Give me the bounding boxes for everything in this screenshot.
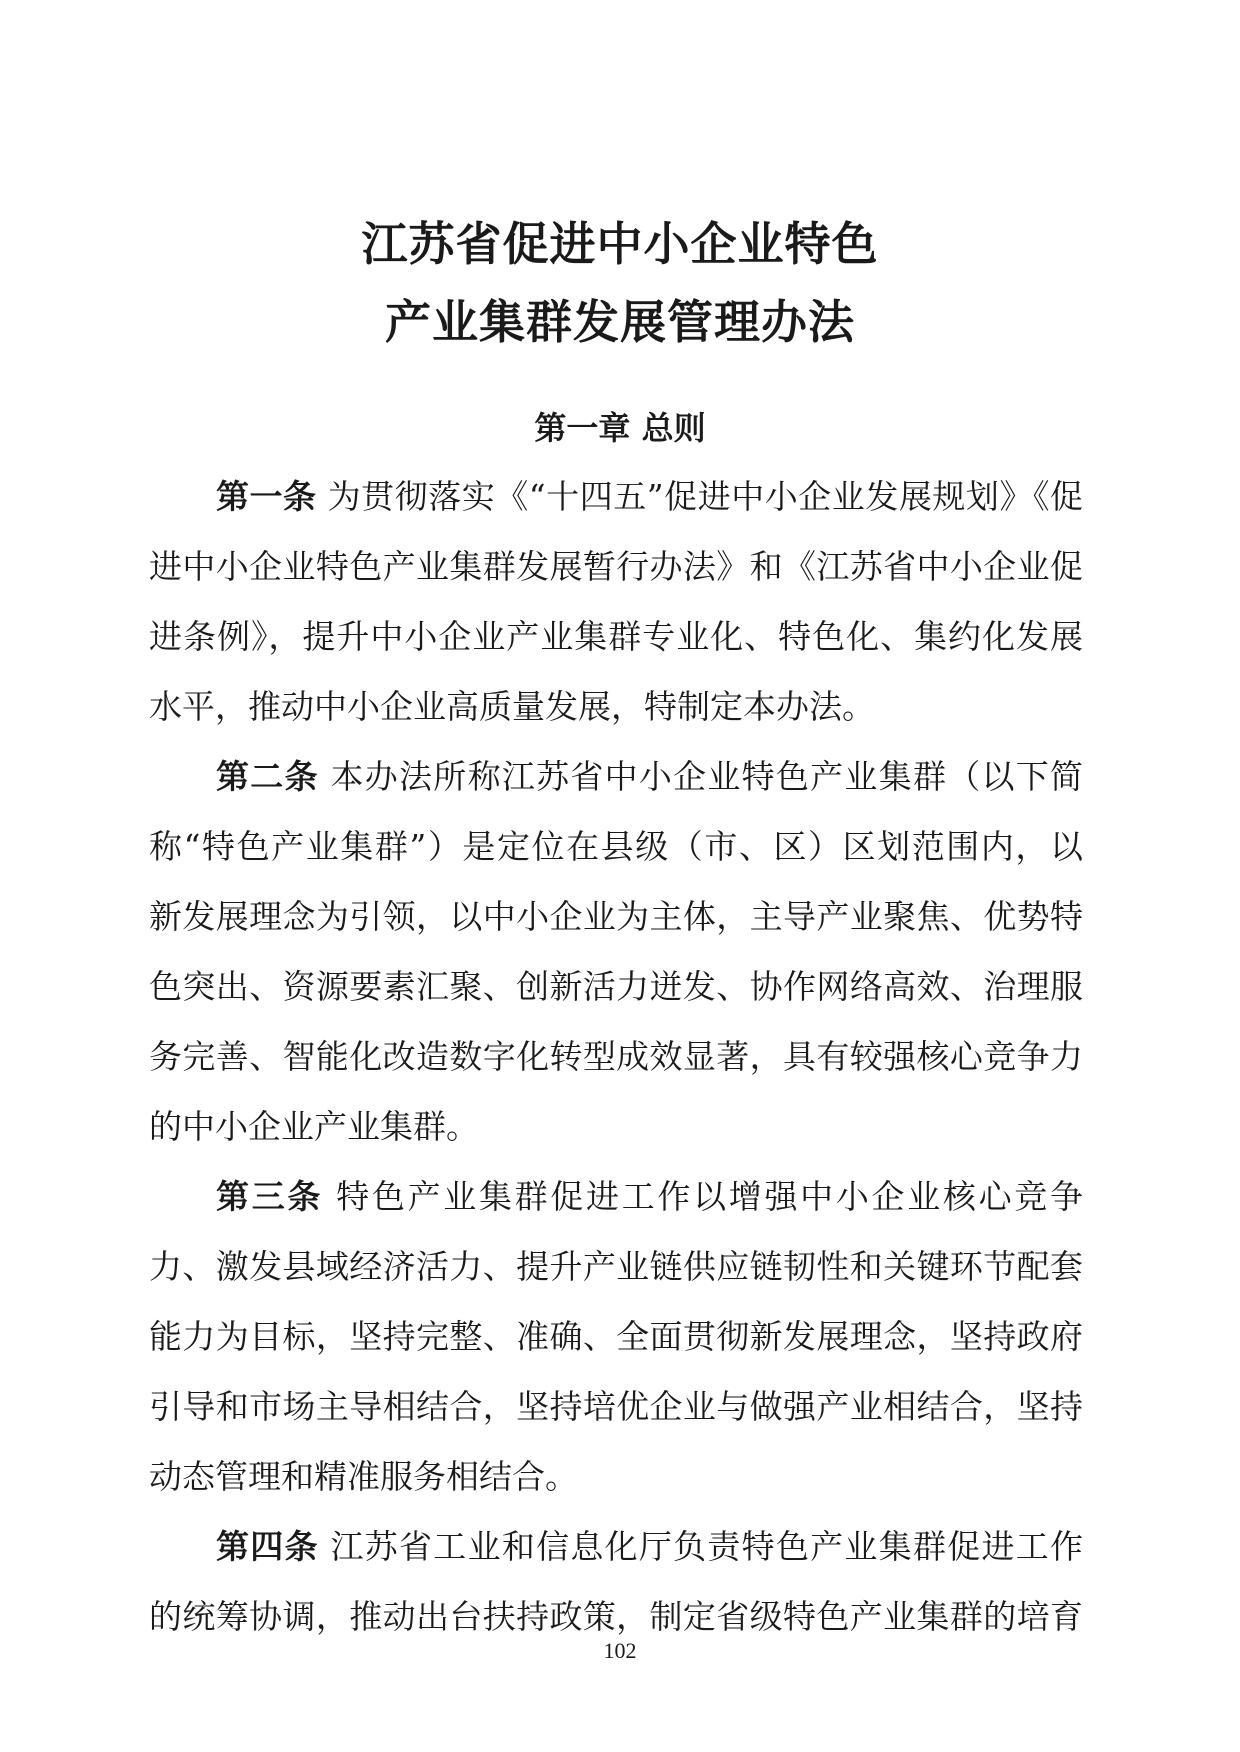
- article-2-line-5: 务完善、智能化改造数字化转型成效显著，具有较强核心竞争力: [149, 1037, 1083, 1076]
- article-3-line-1: [149, 1162, 1083, 1232]
- article-3-line-3: 能力为目标，坚持完整、准确、全面贯彻新发展理念，坚持政府: [149, 1317, 1083, 1356]
- article-3-line-2: 力、激发县域经济活力、提升产业链供应链韧性和关键环节配套: [149, 1247, 1083, 1286]
- title-line-2: 产业集群发展管理办法: [385, 295, 855, 349]
- title-line-1: 江苏省促进中小企业特色: [361, 217, 879, 271]
- article-2-line-1: [149, 742, 1083, 812]
- article-3-text: 特色产业集群促进工作以增强中小企业核心竞争: [323, 1177, 1083, 1216]
- article-1-text: 为贯彻落实《“十四五”促进中小企业发展规划》《促: [316, 477, 1084, 516]
- document-title: [0, 205, 1240, 361]
- article-2-line-3: 新发展理念为引领，以中小企业为主体，主导产业聚焦、优势特: [149, 897, 1083, 936]
- article-4-line-2: 的统筹协调，推动出台扶持政策，制定省级特色产业集群的培育: [149, 1597, 1083, 1636]
- article-4-label: 第四条: [216, 1527, 319, 1566]
- article-2-label: 第二条: [216, 757, 319, 796]
- article-4-line-1: [149, 1512, 1083, 1582]
- article-2-line-2: 称“特色产业集群”）是定位在县级（市、区）区划范围内，以: [149, 827, 1083, 866]
- article-1-line-2: 进中小企业特色产业集群发展暂行办法》和《江苏省中小企业促: [149, 547, 1083, 586]
- article-3-line-5: 动态管理和精准服务相结合。: [149, 1457, 578, 1496]
- article-3-line-4: 引导和市场主导相结合，坚持培优企业与做强产业相结合，坚持: [149, 1387, 1083, 1426]
- article-4-text: 江苏省工业和信息化厅负责特色产业集群促进工作: [318, 1527, 1083, 1566]
- article-3-label: 第三条: [216, 1177, 324, 1216]
- article-2-text: 本办法所称江苏省中小企业特色产业集群（以下简: [318, 757, 1083, 796]
- article-2-line-4: 色突出、资源要素汇聚、创新活力迸发、协作网络高效、治理服: [149, 967, 1083, 1006]
- article-2-line-6: 的中小企业产业集群。: [149, 1107, 479, 1146]
- chapter-heading: 第一章 总则: [534, 409, 706, 447]
- article-1-line-1: [149, 462, 1083, 532]
- document-body: [149, 462, 1083, 1652]
- page-number: 102: [603, 1638, 637, 1663]
- article-1-line-4: 水平，推动中小企业高质量发展，特制定本办法。: [149, 687, 875, 726]
- article-1-line-3: 进条例》，提升中小企业产业集群专业化、特色化、集约化发展: [149, 617, 1083, 656]
- article-1-label: 第一条: [216, 477, 317, 516]
